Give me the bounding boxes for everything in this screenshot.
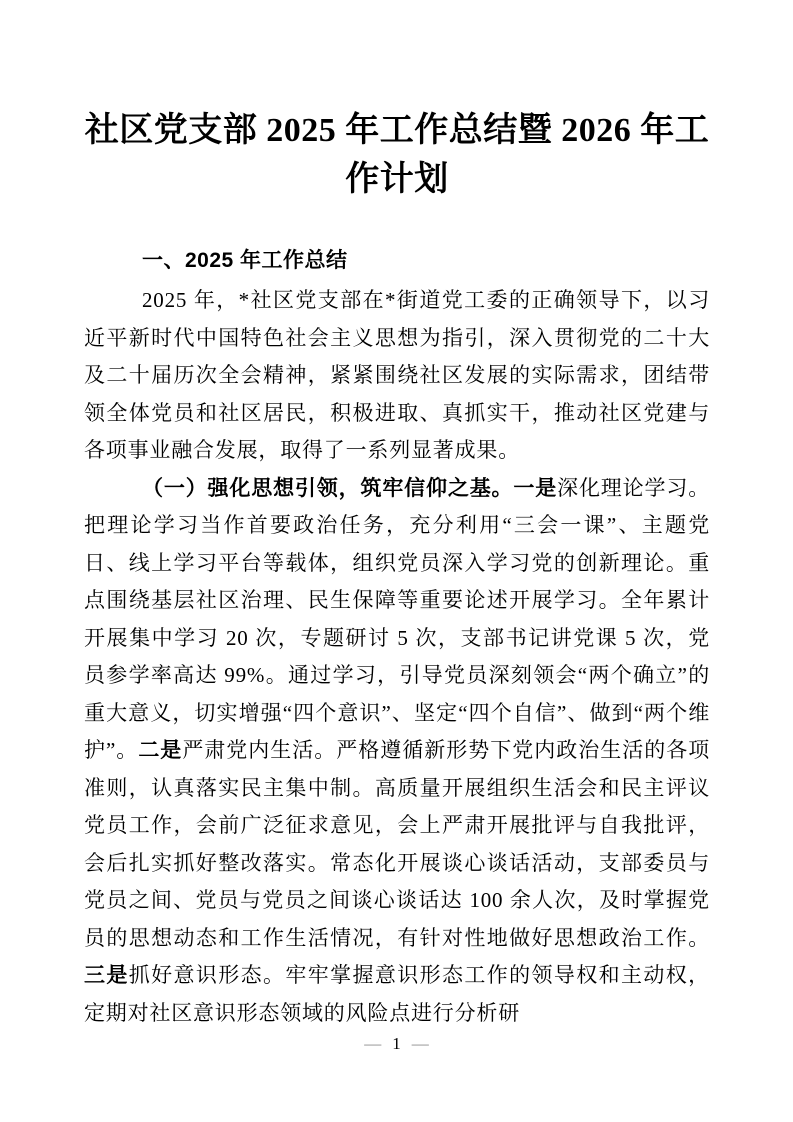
point-2-marker: 二是 <box>138 738 183 762</box>
section-heading: 一、2025 年工作总结 <box>142 249 348 272</box>
page-number-dash-left: — <box>364 1034 382 1053</box>
section-1-subheading: （一）强化思想引领，筑牢信仰之基。 <box>142 475 514 500</box>
intro-paragraph: 2025 年，*社区党支部在*街道党工委的正确领导下，以习近平新时代中国特色社会主义思想为指引，深入贯彻党的二十大及二十届历次全会精神，紧紧围绕社区发展的实际需求，团结带领全体党员和社区居民，积极进取、真抓实干，推动社区党建与各项事业融合发展，取得了一系列显著成果。 <box>84 288 710 462</box>
point-1-text: 深化理论学习。把理论学习当作首要政治任务，充分利用“三会一课”、主题党日、线上学习平台等载体，组织党员深入学习党的创新理论。重点围绕基层社区治理、民生保障等重要论述开展学习。全年累计开展集中学习 20 次，专题研讨 5 次，支部书记讲党课 5 次，党员参学率高达 99%。通过学习，引导党员深刻领会“两个确立”的重大意义，切实增强“四个意识”、坚定“四个自信”、做到“两个维护”。 <box>84 475 710 762</box>
page-number-dash-right: — <box>411 1034 429 1053</box>
section-1-paragraph <box>84 470 710 1033</box>
page-number <box>0 1033 793 1055</box>
point-2-text: 严肃党内生活。严格遵循新形势下党内政治生活的各项准则，认真落实民主集中制。高质量开展组织生活会和民主评议党员工作，会前广泛征求意见，会上严肃开展批评与自我批评，会后扎实抓好整改落实。常态化开展谈心谈话活动，支部委员与党员之间、党员与党员之间谈心谈话达 100 余人次，及时掌握党员的思想动态和工作生活情况，有针对性地做好思想政治工作。 <box>84 738 710 950</box>
page-number-value: 1 <box>392 1034 401 1053</box>
point-3-text: 抓好意识形态。牢牢掌握意识形态工作的领导权和主动权，定期对社区意识形态领域的风险点进行分析研 <box>84 963 710 1025</box>
document-title: 社区党支部 2025 年工作总结暨 2026 年工作计划 <box>84 112 710 198</box>
document-content <box>0 106 793 1032</box>
point-1-marker: 一是 <box>513 475 558 500</box>
point-3-marker: 三是 <box>84 963 129 987</box>
